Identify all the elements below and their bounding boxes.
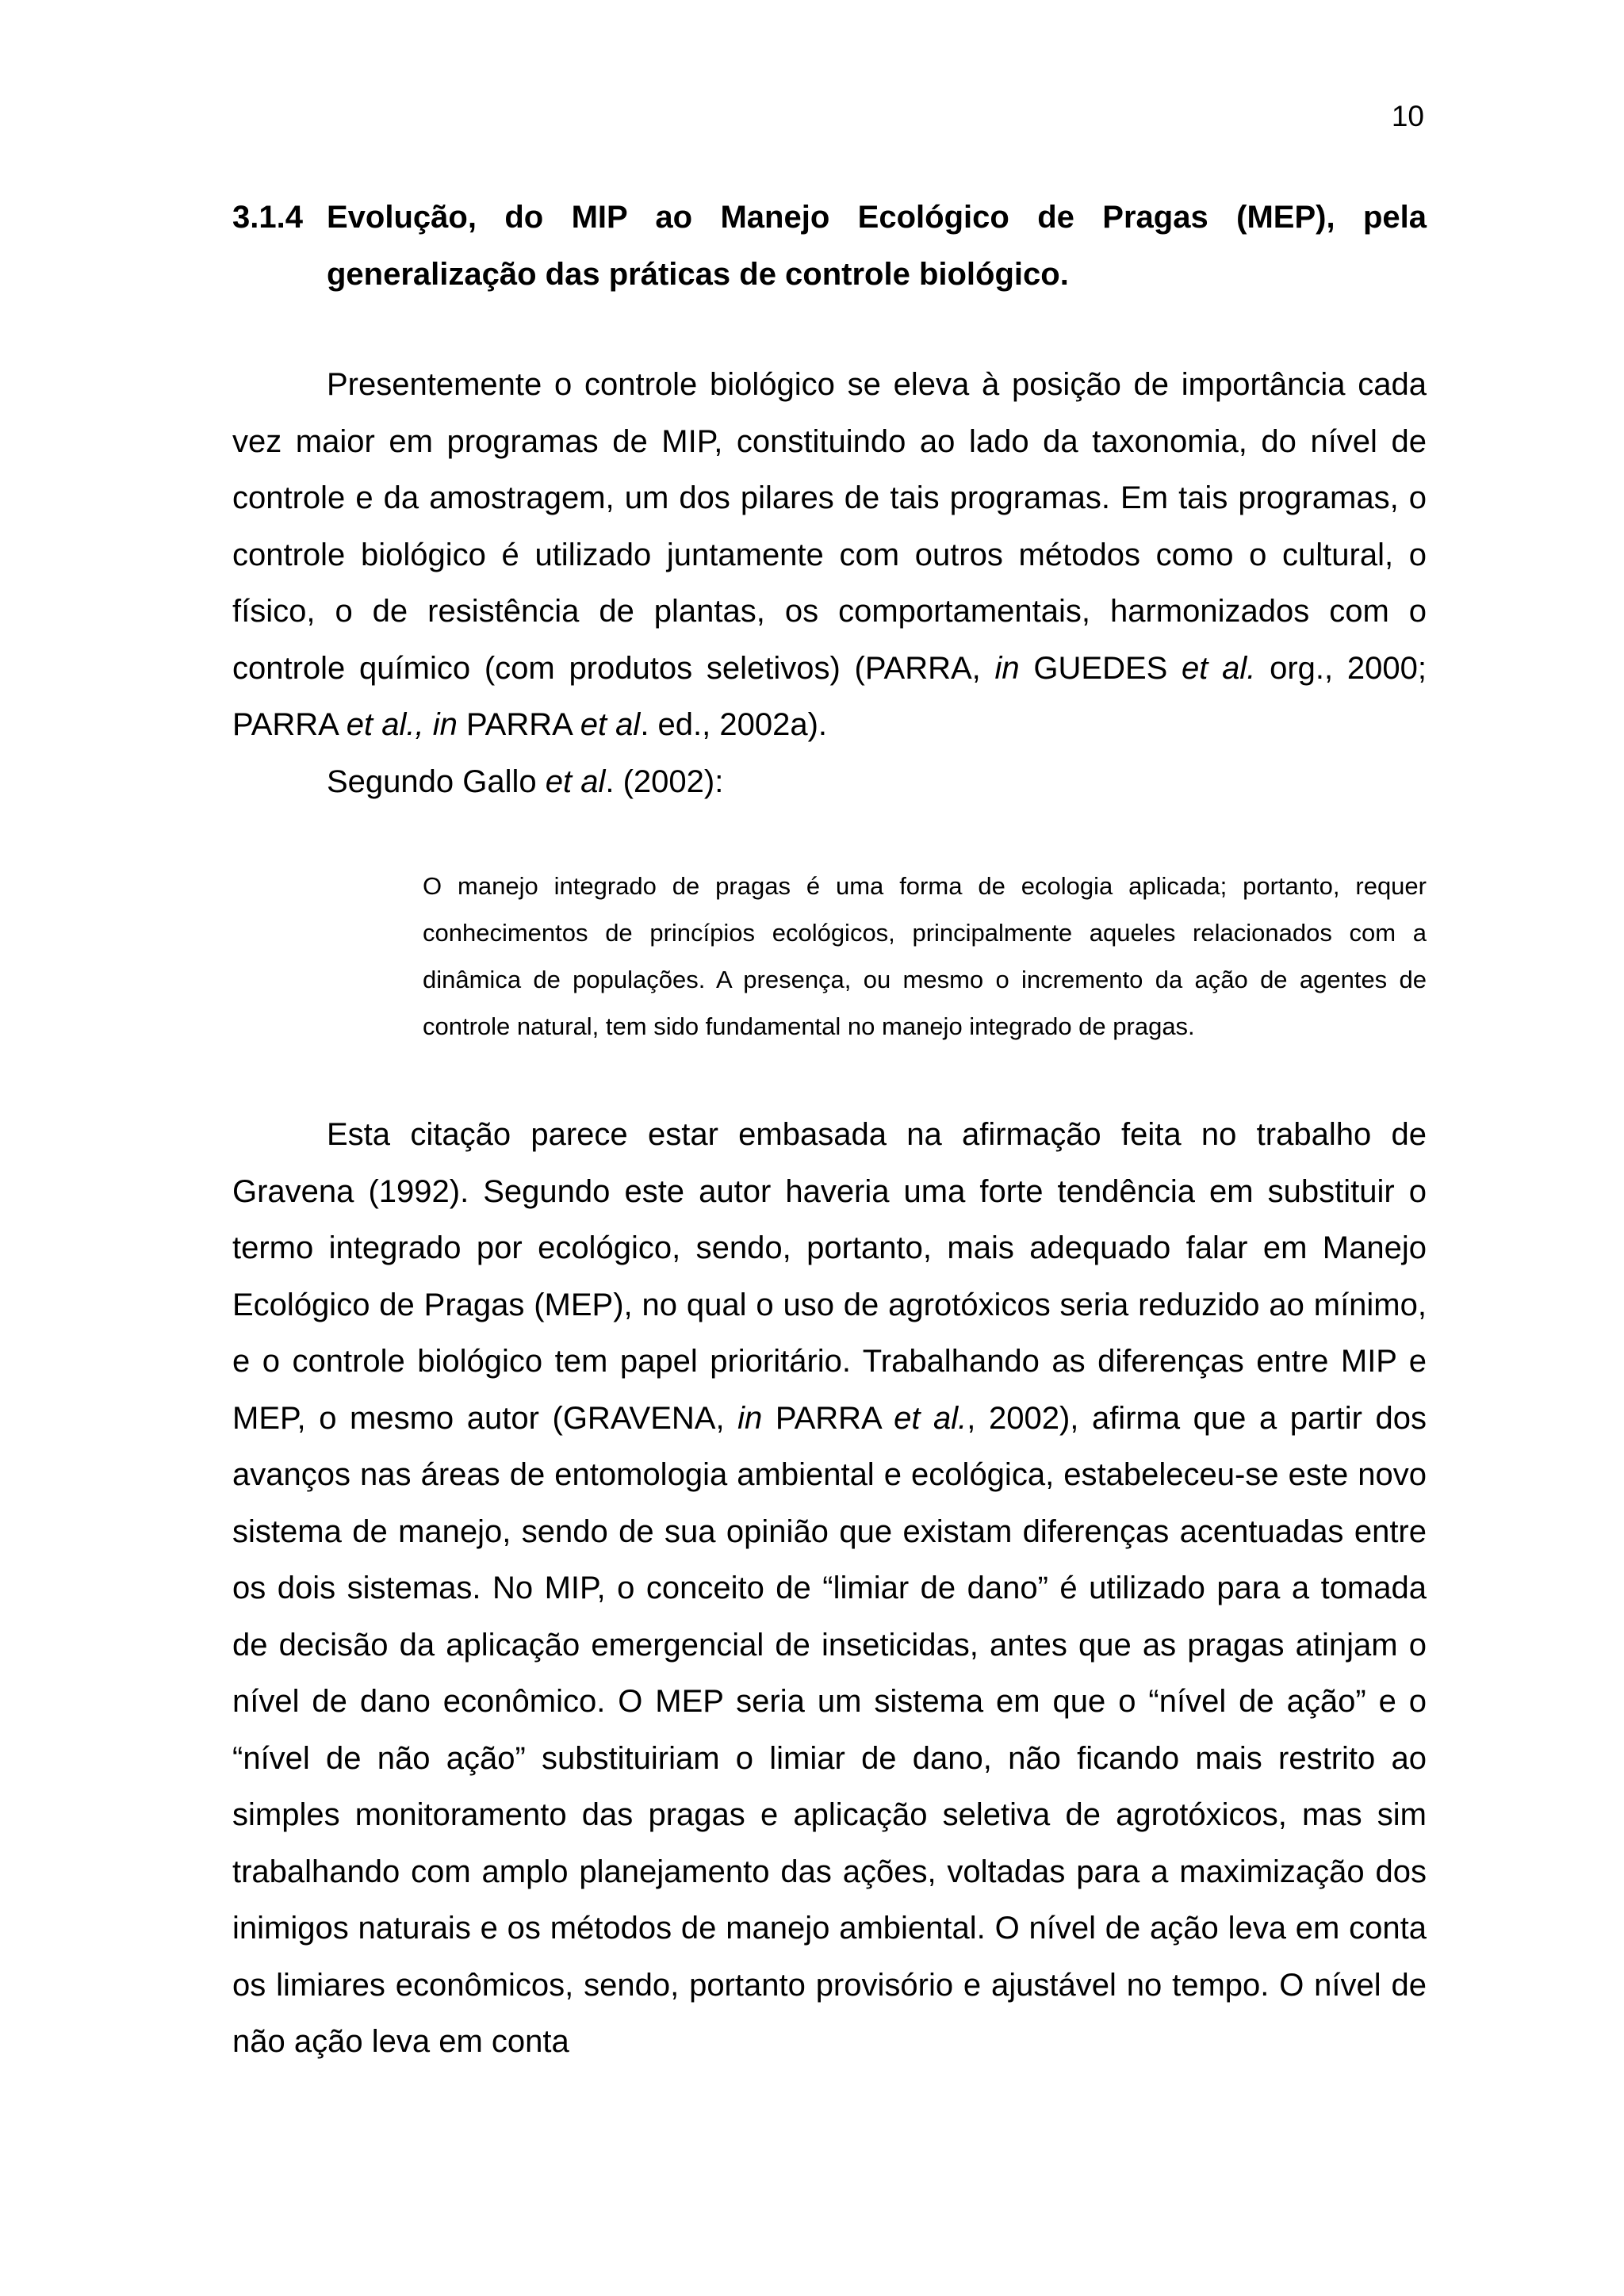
section-number: 3.1.4 [232,200,303,235]
block-quote [423,863,1427,1050]
section-heading [232,189,1427,303]
main-paragraph-block [232,1107,1427,2071]
paragraph-controle-biologico: Presentemente o controle biológico se eleva à posição de importância cada vez maior em programas de MIP, constituindo ao lado da taxonomia, do nível de controle e da amostragem, um dos pilares de tais programas. Em tais programas, o controle biológico é utilizado juntamente com outros métodos como o cultural, o físico, o de resistência de plantas, os comportamentais, harmonizados com o controle químico (com produtos seletivos) (PARRA, in GUEDES et al. org., 2000; PARRA et al., in PARRA et al. ed., 2002a). [232,367,1427,742]
paragraph-segundo-gallo: Segundo Gallo et al. (2002): [327,763,724,799]
paragraph-gravena: Esta citação parece estar embasada na afirmação feita no trabalho de Gravena (1992). Segundo este autor haveria uma forte tendência em substituir o termo integrado por ecológico, sendo, portanto, mais adequado falar em Manejo Ecológico de Pragas (MEP), no qual o uso de agrotóxicos seria reduzido ao mínimo, e o controle biológico tem papel prioritário. Trabalhando as diferenças entre MIP e MEP, o mesmo autor (GRAVENA, in PARRA et al., 2002), afirma que a partir dos avanços nas áreas de entomologia ambiental e ecológica, estabeleceu-se este novo sistema de manejo, sendo de sua opinião que existam diferenças acentuadas entre os dois sistemas. No MIP, o conceito de “limiar de dano” é utilizado para a tomada de decisão da aplicação emergencial de inseticidas, antes que as pragas atinjam o nível de dano econômico. O MEP seria um sistema em que o “nível de ação” e o “nível de não ação” substituiriam o limiar de dano, não ficando mais restrito ao simples monitoramento das pragas e aplicação seletiva de agrotóxicos, mas sim trabalhando com amplo planejamento das ações, voltadas para a maximização dos inimigos naturais e os métodos de manejo ambiental. O nível de ação leva em conta os limiares econômicos, sendo, portanto provisório e ajustável no tempo. O nível de não ação leva em conta [232,1117,1427,2059]
page-number: 10 [1391,100,1424,132]
section-title: Evolução, do MIP ao Manejo Ecológico de Pragas (MEP), pela generalização das práticas de controle biológico. [327,200,1427,292]
quote-text: O manejo integrado de pragas é uma forma de ecologia aplicada; portanto, requer conhecimentos de princípios ecológicos, principalmente aqueles relacionados com a dinâmica de populações. A presença, ou mesmo o incremento da ação de agentes de controle natural, tem sido fundamental no manejo integrado de pragas. [423,872,1427,1040]
intro-paragraphs [232,357,1427,810]
